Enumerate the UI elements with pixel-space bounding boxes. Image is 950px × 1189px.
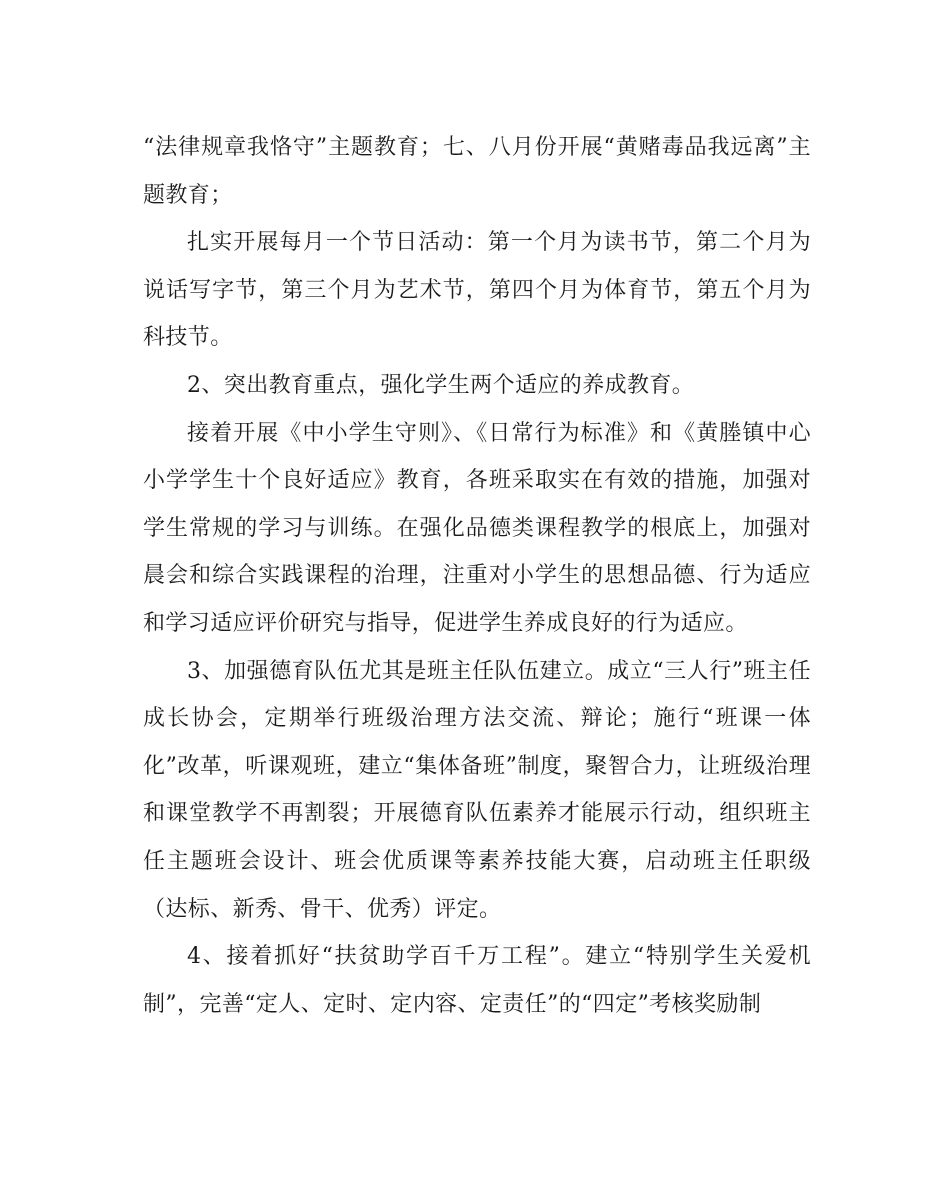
paragraph-section-3-teacher-team: 3、加强德育队伍尤其是班主任队伍建立。成立“三人行”班主任成长协会，定期举行班级治理方法交流、辩论；施行“班课一体化”改革，听课观班，建立“集体备班”制度，聚智合力，让班级治理和课堂教学不再割裂；开展德育队伍素养才能展示行动，组织班主任主题班会设计、班会优质课等素养技能大赛，启动班主任职级（达标、新秀、骨干、优秀）评定。 (143, 658, 811, 922)
paragraph-section-2-heading: 2、突出教育重点，强化学生两个适应的养成教育。 (187, 372, 695, 398)
paragraph-habit-education: 接着开展《中小学生守则》、《日常行为标准》和《黄塍镇中心小学学生十个良好适应》教育，各班采取实在有效的措施，加强对学生常规的学习与训练。在强化品德类课程教学的根底上，加强对晨会和综合实践课程的治理，注重对小学生的思想品德、行为适应和学习适应评价研究与指导，促进学生养成良好的行为适应。 (143, 420, 811, 636)
paragraph-section-4-poverty-aid: 4、接着抓好“扶贫助学百千万工程”。建立“特别学生关爱机制”，完善“定人、定时、定内容、定责任”的“四定”考核奖励制 (143, 944, 811, 1017)
paragraph-festival-activities: 扎实开展每月一个节日活动：第一个月为读书节，第二个月为说话写字节，第三个月为艺术节，第四个月为体育节，第五个月为科技节。 (143, 230, 811, 351)
paragraph-continued: “法律规章我恪守”主题教育；七、八月份开展“黄赌毒品我远离”主题教育； (143, 135, 811, 208)
document-body (143, 124, 811, 1028)
